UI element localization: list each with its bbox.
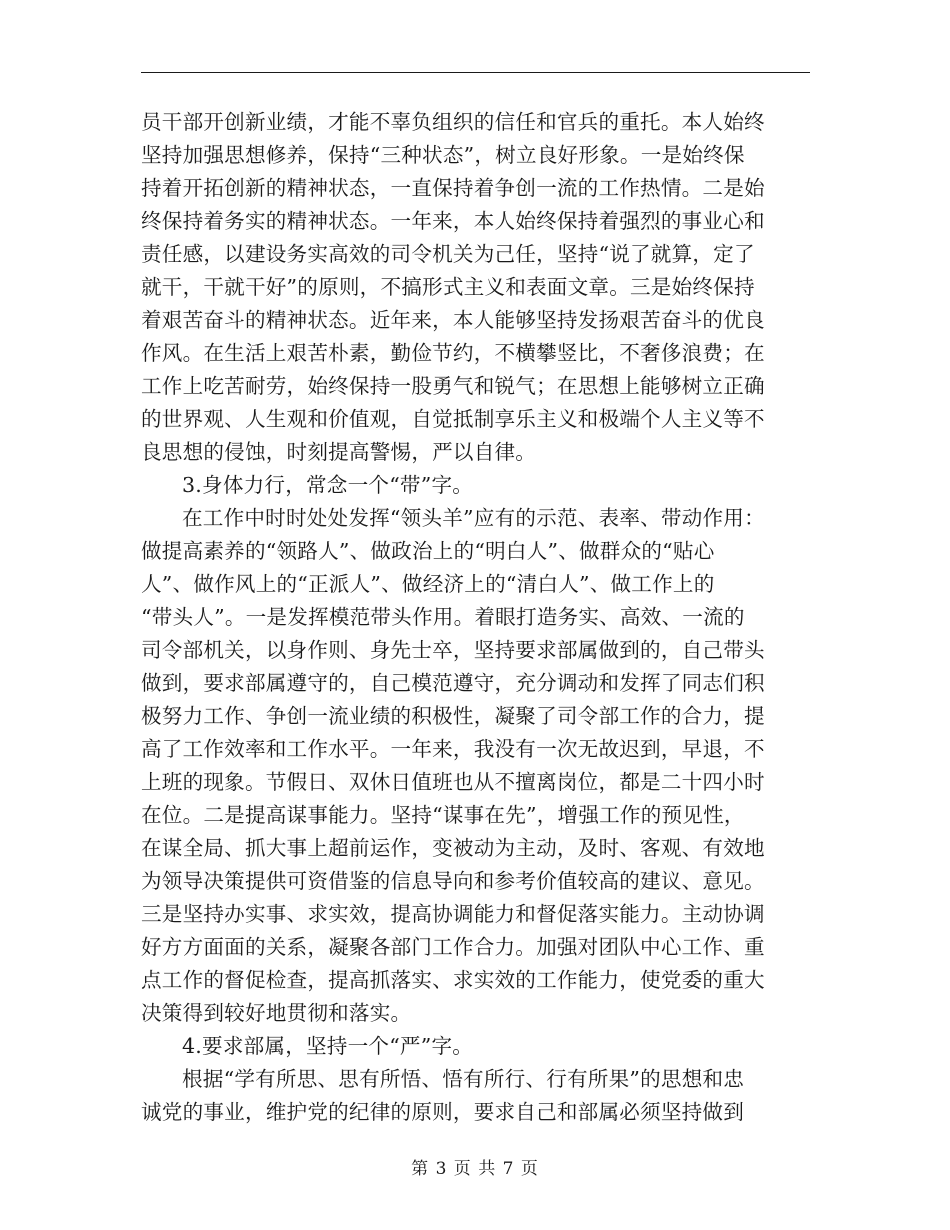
text-line: 员干部开创新业绩，才能不辜负组织的信任和官兵的重托。本人始终 [141, 110, 765, 134]
text-line: 作风。在生活上艰苦朴素，勤俭节约，不横攀竖比，不奢侈浪费；在 [141, 341, 765, 365]
text-line: 工作上吃苦耐劳，始终保持一股勇气和锐气；在思想上能够树立正确 [141, 374, 765, 398]
text-line: 责任感，以建设务实高效的司令机关为己任，坚持“说了就算，定了 [141, 242, 755, 266]
text-line: 终保持着务实的精神状态。一年来，本人始终保持着强烈的事业心和 [141, 209, 765, 233]
text-line: 做提高素养的“领路人”、做政治上的“明白人”、做群众的“贴心 [141, 539, 715, 563]
text-line: 上班的现象。节假日、双休日值班也从不擅离岗位，都是二十四小时 [141, 770, 765, 794]
text-line: 做到，要求部属遵守的，自己模范遵守，充分调动和发挥了同志们积 [141, 671, 765, 695]
text-line: 坚持加强思想修养，保持“三种状态”，树立良好形象。一是始终保 [141, 143, 745, 167]
header-rule [141, 72, 810, 73]
text-line: 就干，干就干好”的原则，不搞形式主义和表面文章。三是始终保持 [141, 275, 755, 299]
text-line: 三是坚持办实事、求实效，提高协调能力和督促落实能力。主动协调 [141, 902, 765, 926]
text-line: 决策得到较好地贯彻和落实。 [141, 1001, 412, 1025]
text-line: 3.身体力行，常念一个“带”字。 [182, 473, 474, 497]
document-body [141, 106, 810, 1129]
text-line: 持着开拓创新的精神状态，一直保持着争创一流的工作热情。二是始 [141, 176, 765, 200]
text-line: 良思想的侵蚀，时刻提高警惕，严以自律。 [141, 440, 537, 464]
text-line: 好方方面面的关系，凝聚各部门工作合力。加强对团队中心工作、重 [141, 935, 765, 959]
text-line: 在工作中时时处处发挥“领头羊”应有的示范、表率、带动作用： [182, 506, 765, 530]
text-line: 极努力工作、争创一流业绩的积极性，凝聚了司令部工作的合力，提 [141, 704, 765, 728]
text-line: 根据“学有所思、思有所悟、悟有所行、行有所果”的思想和忠 [182, 1067, 745, 1091]
text-line: 诚党的事业，维护党的纪律的原则，要求自己和部属必须坚持做到 [141, 1100, 745, 1124]
page-footer: 第 3 页 共 7 页 [411, 1159, 539, 1179]
text-line: 的世界观、人生观和价值观，自觉抵制享乐主义和极端个人主义等不 [141, 407, 765, 431]
text-line: 在位。二是提高谋事能力。坚持“谋事在先”，增强工作的预见性， [141, 803, 745, 827]
text-line: 4.要求部属，坚持一个“严”字。 [182, 1034, 474, 1058]
text-line: 在谋全局、抓大事上超前运作，变被动为主动，及时、客观、有效地 [141, 836, 765, 860]
text-line: 为领导决策提供可资借鉴的信息导向和参考价值较高的建议、意见。 [141, 869, 765, 893]
text-line: 点工作的督促检查，提高抓落实、求实效的工作能力，使党委的重大 [141, 968, 765, 992]
text-line: “带头人”。一是发挥模范带头作用。着眼打造务实、高效、一流的 [141, 605, 745, 629]
text-line: 高了工作效率和工作水平。一年来，我没有一次无故迟到，早退，不 [141, 737, 765, 761]
text-line: 司令部机关，以身作则、身先士卒，坚持要求部属做到的，自己带头 [141, 638, 765, 662]
text-line: 着艰苦奋斗的精神状态。近年来，本人能够坚持发扬艰苦奋斗的优良 [141, 308, 765, 332]
text-line: 人”、做作风上的“正派人”、做经济上的“清白人”、做工作上的 [141, 572, 715, 596]
